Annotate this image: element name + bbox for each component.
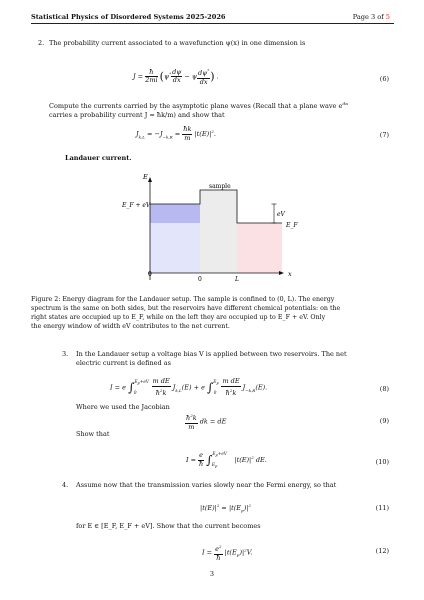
- right-reservoir-band: [237, 223, 282, 273]
- document-header-title: Statistical Physics of Disordered Systems 2025-2026: [31, 13, 226, 21]
- axis-x-label: x: [288, 270, 292, 278]
- ev-label: eV: [277, 211, 285, 218]
- L-tick: L: [235, 276, 239, 283]
- eq7-number: (7): [379, 131, 389, 139]
- item-4-number: 4.: [62, 481, 69, 489]
- item-3-body: [76, 350, 396, 368]
- show-that-text: Show that: [76, 430, 110, 438]
- ef-plus-ev-label: E_F + eV: [122, 202, 151, 209]
- axis-E-label: E: [143, 173, 148, 181]
- caption-line-1: Figure 2: Energy diagram for the Landauer setup. The sample is confined to (0, L). The energy: [31, 296, 335, 303]
- footer-page-number: 3: [209, 570, 215, 578]
- header-rule: [31, 23, 394, 24]
- eq12-number: (12): [375, 547, 389, 555]
- item-4-text-2: for E ∈ [E_F, E_F + eV]. Show that the current becomes: [76, 522, 261, 530]
- eq11-number: (11): [375, 504, 389, 512]
- landauer-heading: Landauer current.: [65, 154, 132, 162]
- equation-8: I = e ∫$^{E_F+eV}_0$ $\frac{\text{m dE}}{ħ^2k}$ $J_{k,L}(E) + e$ ∫$^{E_F}_0$ $\frac{\text{m dE}}{ħ^2k}$ $J_{-k,R}(E)$.: [110, 377, 268, 397]
- energy-axis-arrowhead: [148, 177, 152, 182]
- caption-line-4: the energy window of width eV contributes to the net current.: [31, 323, 230, 330]
- item-3-text-1: In the Landauer setup a voltage bias V is applied between two reservoirs. The net: [76, 350, 347, 358]
- item-2-text-2: carries a probability current J = ħk/m) and show that: [49, 111, 225, 120]
- equation-9: $\frac{ħ^2k}{m}$ dk = dE: [186, 413, 227, 431]
- item-2-body: [49, 99, 389, 120]
- sample-label: sample: [209, 183, 231, 190]
- eq8-number: (8): [379, 385, 389, 393]
- figure-caption: [31, 295, 396, 331]
- item-3-number: 3.: [62, 350, 69, 358]
- eq9-number: (9): [379, 417, 389, 425]
- eq10-number: (10): [375, 458, 389, 466]
- sample-barrier: [200, 190, 237, 273]
- left-zero-tick: 0: [148, 271, 152, 278]
- eq6-number: (6): [379, 75, 389, 83]
- left-reservoir-upper-band: [150, 204, 200, 223]
- equation-12: I = $\frac{e^2}{ħ}$ $|t(E_F)|^2V$.: [202, 544, 253, 562]
- item-2-intro: The probability current associated to a wavefunction ψ(x) in one dimension is: [49, 39, 306, 47]
- page-indicator: [353, 13, 390, 21]
- item-3-text-2: electric current is defined as: [76, 359, 171, 367]
- zero-tick: 0: [198, 276, 202, 283]
- equation-7: $J_{k,L} = -J_{-k,R}$ = $\frac{ħk}{m}$ $|t(E)|^2$.: [136, 125, 216, 142]
- eq6-prefactor: $\frac{ħ}{2mi}$: [145, 67, 158, 85]
- plane-wave-exponent: ikx: [342, 101, 349, 106]
- left-reservoir-lower-band: [150, 223, 200, 273]
- caption-line-2: spectrum is the same on both sides, but the reservoirs have different chemical potentials: on the: [31, 305, 341, 312]
- equation-11: $|t(E)|^2$ ≃ $|t(E_F)|^2$: [200, 503, 252, 514]
- landauer-energy-diagram: [122, 168, 314, 286]
- equation-10: I = $\frac{e}{ħ}$ ∫$^{E_F+eV}_{E_F}$ $|t(E)|^2$ dE.: [186, 451, 267, 469]
- caption-line-3: right states are occupied up to E_F, while on the left they are occupied up to E_F + eV. Only: [31, 314, 326, 321]
- item-2-text-1: Compute the currents carried by the asymptotic plane waves (Recall that a plane wave e: [49, 102, 343, 111]
- page-total-link[interactable]: 5: [385, 13, 390, 21]
- item-2-number: 2.: [38, 39, 45, 47]
- equation-6: J = $\frac{ħ}{2mi}$ (ψ* $\frac{d\psi}{dx}$ − ψ $\frac{d\psi^*}{dx}$ ) .: [133, 67, 219, 86]
- page-indicator-prefix: Page 3 of: [352, 13, 386, 21]
- item-4-text-1: Assume now that the transmission varies slowly near the Fermi energy, so that: [76, 481, 337, 489]
- jacobian-text: Where we used the Jacobian: [76, 403, 170, 411]
- ef-label: E_F: [286, 222, 298, 229]
